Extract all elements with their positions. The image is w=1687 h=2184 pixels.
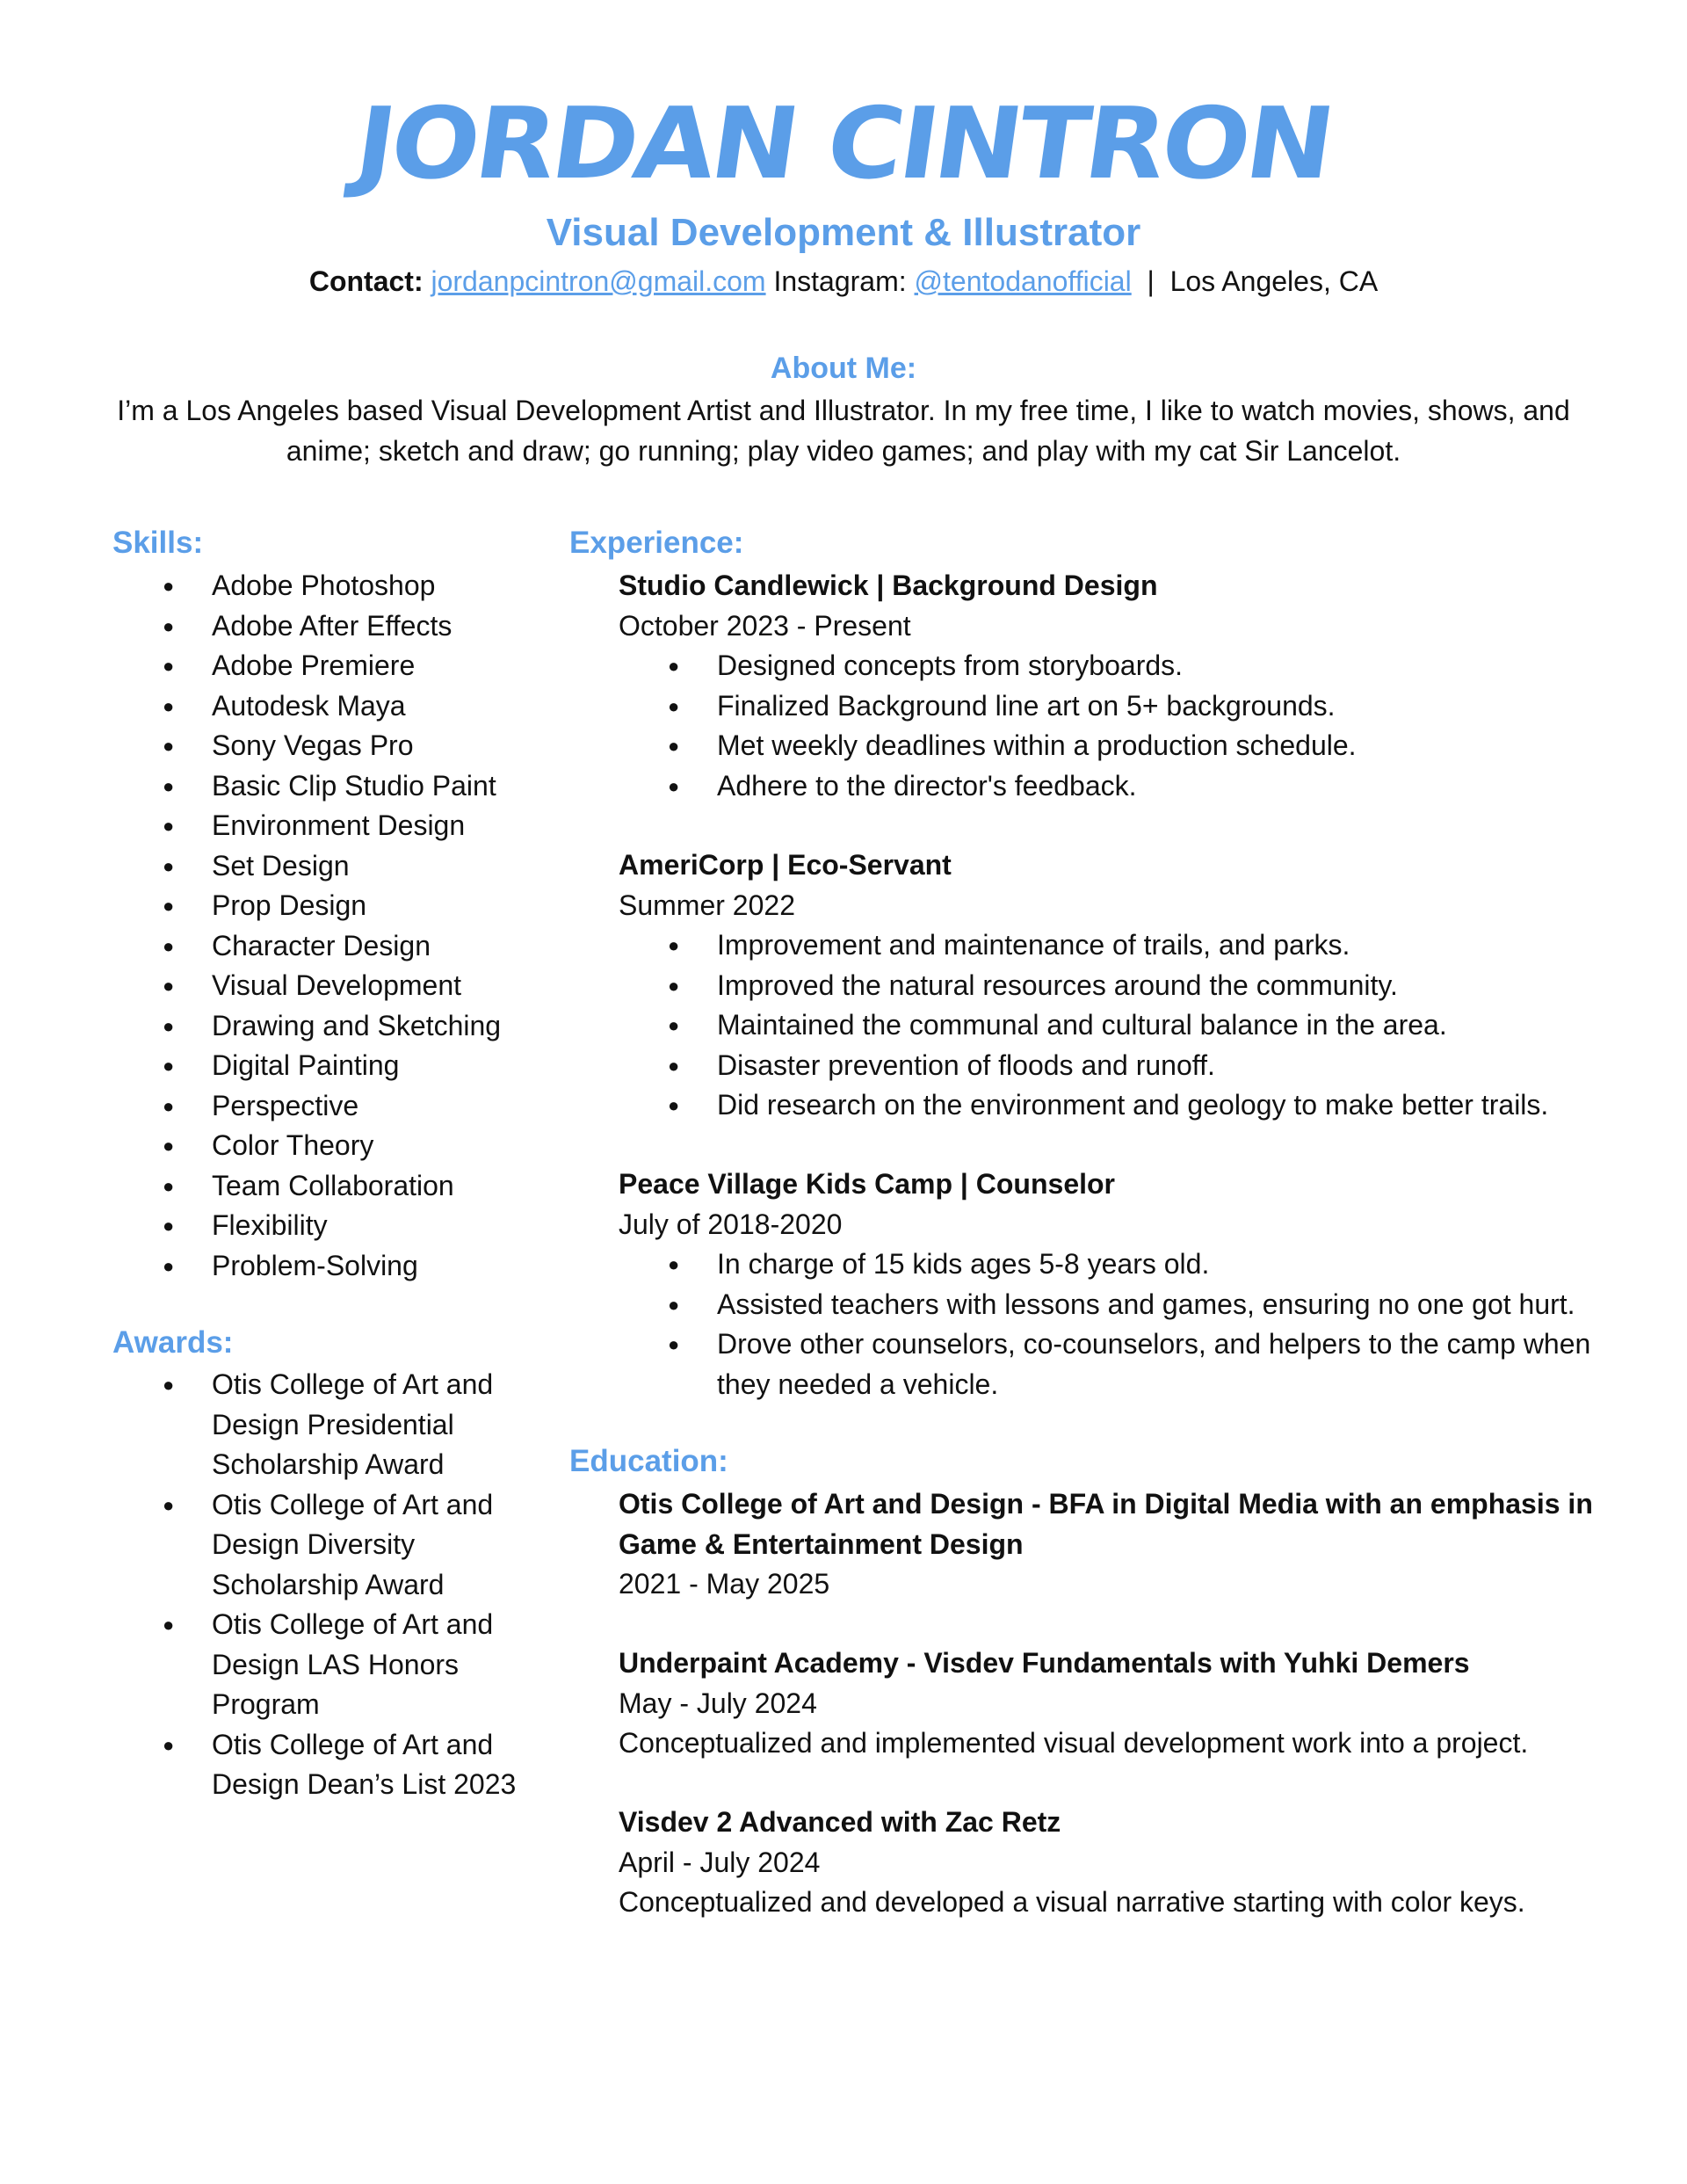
job-entry <box>619 1165 1620 1404</box>
skill-item: ● Color Theory <box>163 1126 558 1166</box>
award-item: ● Otis College of Art and Design Presidential Scholarship Award <box>163 1365 532 1485</box>
job-bullet: ● Assisted teachers with lessons and games, ensuring no one got hurt. <box>668 1285 1620 1325</box>
instagram-link[interactable]: @tentodanofficial <box>914 265 1132 297</box>
page-subtitle: Visual Development & Illustrator <box>546 211 1141 254</box>
name-logo <box>0 69 1687 218</box>
skill-item: ● Digital Painting <box>163 1046 558 1086</box>
education-dates: May - July 2024 <box>619 1687 817 1719</box>
award-item: ● Otis College of Art and Design Dean’s List 2023 <box>163 1725 532 1805</box>
job-title: Peace Village Kids Camp | Counselor <box>619 1168 1115 1200</box>
skills-list <box>163 566 558 1286</box>
award-item: ● Otis College of Art and Design LAS Honors Program <box>163 1605 532 1725</box>
skill-item: ● Visual Development <box>163 966 558 1006</box>
job-bullet: ● Disaster prevention of floods and runoff. <box>668 1046 1620 1086</box>
skill-item: ● Autodesk Maya <box>163 686 558 727</box>
award-item: ● Otis College of Art and Design Diversity Scholarship Award <box>163 1485 532 1606</box>
job-bullet: ● Met weekly deadlines within a production schedule. <box>668 726 1620 766</box>
job-entry <box>619 845 1620 1126</box>
job-entry <box>619 566 1620 806</box>
job-dates: Summer 2022 <box>619 889 795 921</box>
contact-label: Contact: <box>308 265 424 297</box>
location-text: Los Angeles, CA <box>1169 265 1379 297</box>
about-heading: About Me: <box>770 352 917 385</box>
contact-separator: | <box>1147 265 1155 297</box>
instagram-label: Instagram: <box>773 265 907 297</box>
about-text: I’m a Los Angeles based Visual Development Artist and Illustrator. In my free time, I like to watch movies, shows, and anime; sketch and draw; go running; play video games; and play with my cat Sir Lancelot. <box>117 395 1570 467</box>
skill-item: ● Character Design <box>163 926 558 967</box>
skill-item: ● Basic Clip Studio Paint <box>163 766 558 807</box>
job-dates: July of 2018-2020 <box>619 1208 843 1240</box>
job-bullet: ● Adhere to the director's feedback. <box>668 766 1620 807</box>
job-bullet: ● Improved the natural resources around the community. <box>668 966 1620 1006</box>
job-bullet: ● Improvement and maintenance of trails, and parks. <box>668 925 1620 966</box>
education-heading: Education: <box>569 1444 728 1478</box>
education-entry <box>619 1484 1620 1605</box>
education-dates: 2021 - May 2025 <box>619 1568 830 1600</box>
skill-item: ● Perspective <box>163 1086 558 1127</box>
skill-item: ● Drawing and Sketching <box>163 1006 558 1047</box>
awards-heading: Awards: <box>112 1325 234 1360</box>
skill-item: ● Team Collaboration <box>163 1166 558 1207</box>
job-bullet: ● Designed concepts from storyboards. <box>668 646 1620 686</box>
job-bullets <box>668 925 1620 1126</box>
job-bullet: ● Drove other counselors, co-counselors, and helpers to the camp when they needed a vehicle. <box>668 1324 1620 1404</box>
education-title: Visdev 2 Advanced with Zac Retz <box>619 1806 1061 1838</box>
skill-item: ● Sony Vegas Pro <box>163 726 558 766</box>
job-bullet: ● Maintained the communal and cultural balance in the area. <box>668 1005 1620 1046</box>
job-bullet: ● Did research on the environment and geology to make better trails. <box>668 1085 1620 1126</box>
job-title: AmeriCorp | Eco-Servant <box>619 849 952 881</box>
skill-item: ● Environment Design <box>163 806 558 846</box>
skill-item: ● Problem-Solving <box>163 1246 558 1287</box>
job-bullets <box>668 646 1620 806</box>
contact-line <box>0 265 1687 298</box>
education-dates: April - July 2024 <box>619 1846 821 1878</box>
skills-heading: Skills: <box>112 526 204 560</box>
job-dates: October 2023 - Present <box>619 609 911 642</box>
skill-item: ● Adobe Photoshop <box>163 566 558 606</box>
awards-list <box>163 1365 532 1805</box>
email-link[interactable]: jordanpcintron@gmail.com <box>431 265 766 297</box>
experience-heading: Experience: <box>569 526 744 560</box>
job-bullet: ● Finalized Background line art on 5+ backgrounds. <box>668 686 1620 727</box>
skill-item: ● Adobe Premiere <box>163 646 558 686</box>
job-bullets <box>668 1244 1620 1404</box>
education-title: Underpaint Academy - Visdev Fundamentals with Yuhki Demers <box>619 1647 1470 1679</box>
education-desc: Conceptualized and implemented visual development work into a project. <box>619 1727 1529 1759</box>
education-title: Otis College of Art and Design - BFA in Digital Media with an emphasis in Game & Entertainment Design <box>619 1488 1593 1560</box>
skill-item: ● Set Design <box>163 846 558 887</box>
name-logo-text: JORDAN CINTRON <box>348 85 1339 201</box>
education-entry <box>619 1803 1620 1923</box>
skill-item: ● Adobe After Effects <box>163 606 558 647</box>
education-entry <box>619 1643 1620 1764</box>
skill-item: ● Flexibility <box>163 1206 558 1246</box>
skill-item: ● Prop Design <box>163 886 558 926</box>
job-bullet: ● In charge of 15 kids ages 5-8 years old. <box>668 1244 1620 1285</box>
job-title: Studio Candlewick | Background Design <box>619 570 1158 601</box>
education-desc: Conceptualized and developed a visual narrative starting with color keys. <box>619 1886 1525 1918</box>
